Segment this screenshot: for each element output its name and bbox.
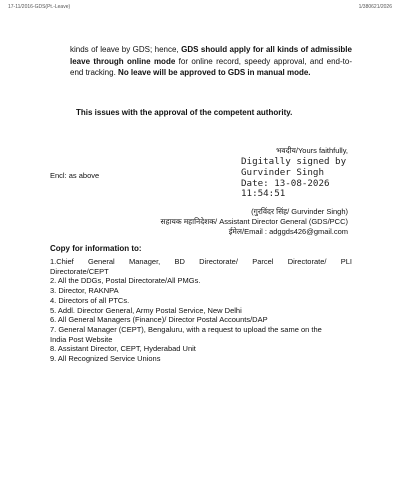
list-item: 7. General Manager (CEPT), Bengaluru, with a request to upload the same on the [50,324,322,334]
digital-signature-stamp [241,157,361,200]
approval-statement: This issues with the approval of the competent authority. [76,108,293,117]
signatory-designation: सहायक महानिदेशक/ Assistant Director General (GDS/PCC) [160,217,348,226]
list-item: 5. Addl. Director General, Army Postal Service, New Delhi [50,305,242,315]
paragraph-bold-1: GDS should apply for all kinds of admissible leave through online mode [70,45,352,66]
list-item: 1.Chief General Manager, BD Directorate/ Parcel Directorate/ PLI [50,257,352,266]
signatory-email: ईमेल/Email : adggds426@gmail.com [228,227,348,236]
document-number: 1/380621/2026 [358,4,392,10]
page-header [8,4,392,10]
list-item: 4. Directors of all PTCs. [50,295,130,305]
leave-paragraph [70,44,352,79]
list-item: 6. All General Managers (Finance)/ Director Postal Accounts/DAP [50,315,268,325]
signature-line: Digitally signed by [241,156,347,167]
signature-line: Date: 13-08-2026 [241,177,330,189]
yours-faithfully: भवदीय/Yours faithfully, [276,146,348,155]
paragraph-text-1: kinds of leave by GDS; hence, [70,45,179,54]
file-reference: 17-11/2016-GDS(Pt.-Leave) [8,4,71,10]
signature-line: 11:54:51 [241,188,286,200]
list-item: Directorate/CEPT [50,266,109,276]
paragraph-text-2: for online record, speedy approval, and end-to-end tracking. [70,56,352,77]
list-item: 2. All the DDGs, Postal Directorate/All PMGs. [50,276,201,286]
paragraph-bold-2: No leave will be approved to GDS in manual mode. [118,68,311,77]
copy-to-heading: Copy for information to: [50,244,142,253]
list-item: 8. Assistant Director, CEPT, Hyderabad Unit [50,344,196,354]
signature-line: Gurvinder Singh [241,166,324,178]
list-item: 3. Director, RAKNPA [50,286,119,296]
list-item: 9. All Recognized Service Unions [50,354,161,364]
signatory-name: (गुरविंदर सिंह/ Gurvinder Singh) [251,207,348,216]
copy-to-list [50,257,352,364]
list-item: India Post Website [50,334,113,344]
enclosure-note: Encl: as above [50,171,100,180]
